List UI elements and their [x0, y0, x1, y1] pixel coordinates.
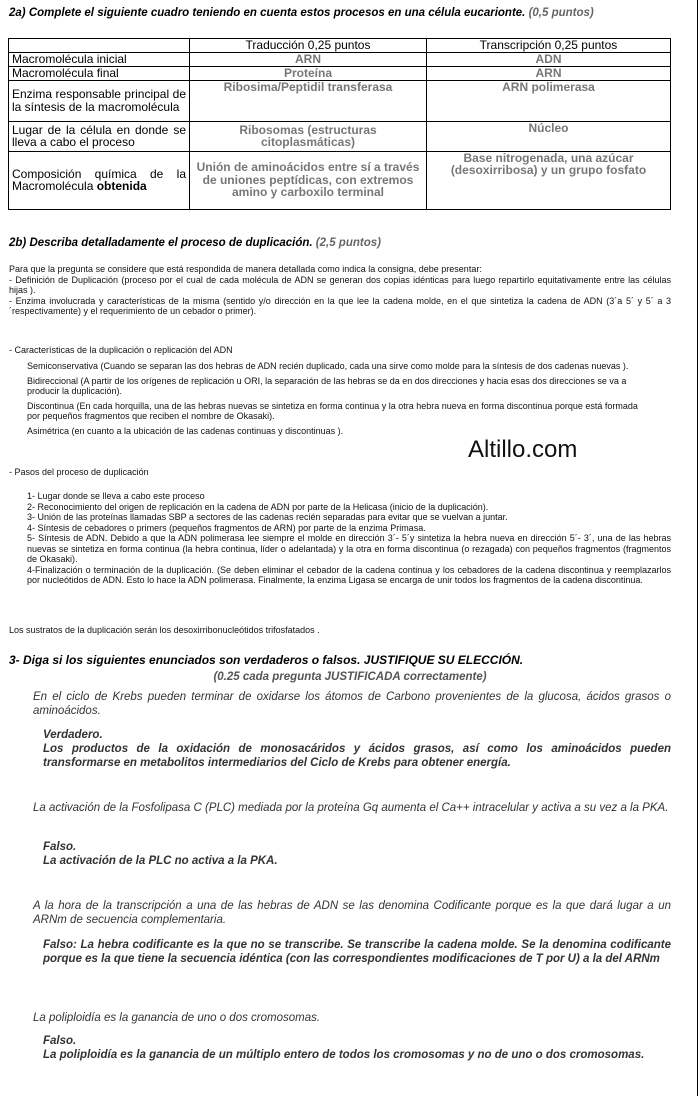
characteristics-list [27, 361, 647, 436]
page-edge-rule [697, 0, 698, 1096]
steps-heading: - Pasos del proceso de duplicación [9, 467, 149, 477]
statement-4: La poliploidía es la ganancia de uno o dos cromosomas. [33, 1012, 321, 1024]
section-2b-title [9, 237, 381, 249]
table-header-row [9, 39, 671, 53]
section-2a-points: (0,5 puntos) [528, 7, 594, 19]
processes-table [8, 38, 671, 210]
traduccion-cell: Proteína [190, 66, 427, 80]
list-item: Bidireccional (A partir de los orígenes de replicación u ORI, la separación de las hebras se da en dos direcciones y hacia esas dos direcciones se va a producir la duplicación). [27, 375, 627, 396]
list-item: 4- Síntesis de cebadores o primers (pequeños fragmentos de ARN) por parte de la enzima Primasa. [27, 522, 426, 533]
list-item: Asimétrica (en cuanto a la ubicación de las cadenas continuas y discontinuas ). [27, 425, 344, 436]
row-label: Enzima responsable principal de la síntesis de la macromolécula [9, 80, 190, 121]
characteristics-heading: - Características de la duplicación o replicación del ADN [9, 345, 233, 355]
section-2b-title-text: 2b) Describa detalladamente el proceso de duplicación. [9, 237, 313, 249]
steps-list [27, 491, 671, 586]
answer-justification: Falso: La hebra codificante es la que no se transcribe. Se transcribe la cadena molde. Se la denomina codificante porque es la que tiene la secuencia idéntica (con las correspondientes modificaciones de T por U) a la del ARNm [43, 939, 671, 965]
section-2a-title-text: 2a) Complete el siguiente cuadro teniendo en cuenta estos procesos en una célula eucarionte. [9, 7, 526, 19]
list-item: 3- Unión de las proteínas llamadas SBP a sectores de las cadenas recién separadas para evitar que se vuelvan a juntar. [27, 512, 508, 522]
answer-1 [43, 728, 671, 770]
list-item: 5- Síntesis de ADN. Debido a que la ADN polimerasa lee siempre el molde en dirección 3´- 5´y sintetiza la hebra nueva en dirección 5´- 3´, una de las hebras nuevas se sintetiza en forma continua (la hebra continua, líder o adelantada) y la otra en forma discontinua (o rezagada) con pequeños fragmentos (fragmentos de Okasaki). [27, 533, 671, 564]
statement-1: En el ciclo de Krebs pueden terminar de oxidarse los átomos de Carbono provenientes de la glucosa, ácidos grasos o aminoácidos. [33, 691, 671, 717]
traduccion-cell: ARN [190, 52, 427, 66]
answer-verdict: Falso. [43, 841, 77, 853]
row-label-bold: obtenida [96, 179, 147, 193]
substrates-note: Los sustratos de la duplicación serán los desoxirribonucleótidos trifosfatados . [9, 625, 320, 635]
section-3-title: 3- Diga si los siguientes enunciados son verdaderos o falsos. JUSTIFIQUE SU ELECCIÓN. [9, 653, 524, 667]
list-item: Semiconservativa (Cuando se separan las dos hebras de ADN recién duplicado, cada una sirve como molde para la síntesis de dos cadenas nuevas ). [27, 361, 629, 371]
row-label [9, 151, 190, 209]
list-item: Discontinua (En cada horquilla, una de las hebras nuevas se sintetiza en forma continua y la otra hebra nueva en forma discontinua porque está formada por pequeños fragmentos que reciben el nombre de Okasaki). [27, 400, 638, 421]
answer-2 [43, 840, 671, 868]
table-corner-cell [9, 39, 190, 53]
statement-3: A la hora de la transcripción a una de las hebras de ADN se las denomina Codificante porque es la que dará lugar a un ARNm de secuencia complementaria. [33, 900, 671, 926]
list-item: 4-Finalización o terminación de la duplicación. (Se deben eliminar el cebador de la cadena continua y los cebadores de la cadena discontinua y reemplazarlos por nucleótidos de ADN. Esto lo hace la ADN polimerasa. Finalmente, la enzima Ligasa se encarga de unir todos los fragmentos de la cadena discontinua. [27, 564, 671, 585]
table-row [9, 151, 671, 209]
section-2b-points: (2,5 puntos) [315, 237, 381, 249]
transcripcion-cell: ARN polimerasa [427, 80, 671, 121]
statement-2: La activación de la Fosfolipasa C (PLC) mediada por la proteína Gq aumenta el Ca++ intracelular y activa a su vez a la PKA. [33, 802, 669, 814]
answer-verdict: Falso. [43, 1035, 77, 1047]
row-label-prefix: Composición química de la Macromolécula [12, 166, 186, 193]
transcripcion-cell: Base nitrogenada, una azúcar (desoxirribosa) y un grupo fosfato [427, 151, 671, 209]
answer-4 [43, 1034, 671, 1062]
row-label: Macromolécula inicial [9, 52, 190, 66]
answer-justification: La poliploidía es la ganancia de un múltiplo entero de todos los cromosomas y no de uno o dos cromosomas. [43, 1049, 645, 1061]
row-label: Lugar de la célula en donde se lleva a cabo el proceso [9, 121, 190, 151]
section-2b-requirements [9, 264, 671, 317]
answer-justification: La activación de la PLC no activa a la PKA. [43, 855, 278, 867]
header-transcripcion: Transcripción 0,25 puntos [427, 39, 671, 53]
table-row [9, 52, 671, 66]
list-item: 2- Reconocimiento del origen de replicación en la cadena de ADN por parte de la Helicasa (inicio de la duplicación). [27, 501, 489, 512]
section-3-subtitle: (0.25 cada pregunta JUSTIFICADA correctamente) [213, 671, 487, 683]
transcripcion-cell: ARN [427, 66, 671, 80]
answer-verdict: Verdadero. [43, 729, 103, 741]
table-row [9, 66, 671, 80]
answer-3 [43, 938, 671, 966]
header-traduccion: Traducción 0,25 puntos [190, 39, 427, 53]
list-item: 1- Lugar donde se lleva a cabo este proceso [27, 491, 205, 501]
requirements-intro: Para que la pregunta se considere que está respondida de manera detallada como indica la consigna, debe presentar: [9, 264, 482, 274]
requirement-definition: - Definición de Duplicación (proceso por el cual de cada molécula de ADN se generan dos copias idénticas para luego repartirlo equitativamente entre las células hijas ). [9, 274, 671, 295]
watermark: Altillo.com [468, 436, 578, 463]
table-row [9, 80, 671, 121]
traduccion-cell: Ribosima/Peptidil transferasa [190, 80, 427, 121]
table-row [9, 121, 671, 151]
answer-justification: Los productos de la oxidación de monosacáridos y ácidos grasos, así como los aminoácidos pueden transformarse en metabolitos intermediarios del Ciclo de Krebs para obtener energía. [43, 743, 671, 769]
transcripcion-cell: ADN [427, 52, 671, 66]
traduccion-cell: Unión de aminoácidos entre sí a través de uniones peptídicas, con extremos amino y carboxilo terminal [190, 151, 427, 209]
section-2a-title [9, 7, 594, 19]
row-label: Macromolécula final [9, 66, 190, 80]
transcripcion-cell: Núcleo [427, 121, 671, 151]
traduccion-cell: Ribosomas (estructuras citoplasmáticas) [190, 121, 427, 151]
requirement-enzyme: - Enzima involucrada y características de la misma (sentido y/o dirección en la que lee la cadena molde, en el que sintetiza la cadena de ADN (3´a 5´ y 5´ a 3´respectivamente) y el requerimiento de un cebador o primer). [9, 295, 671, 316]
